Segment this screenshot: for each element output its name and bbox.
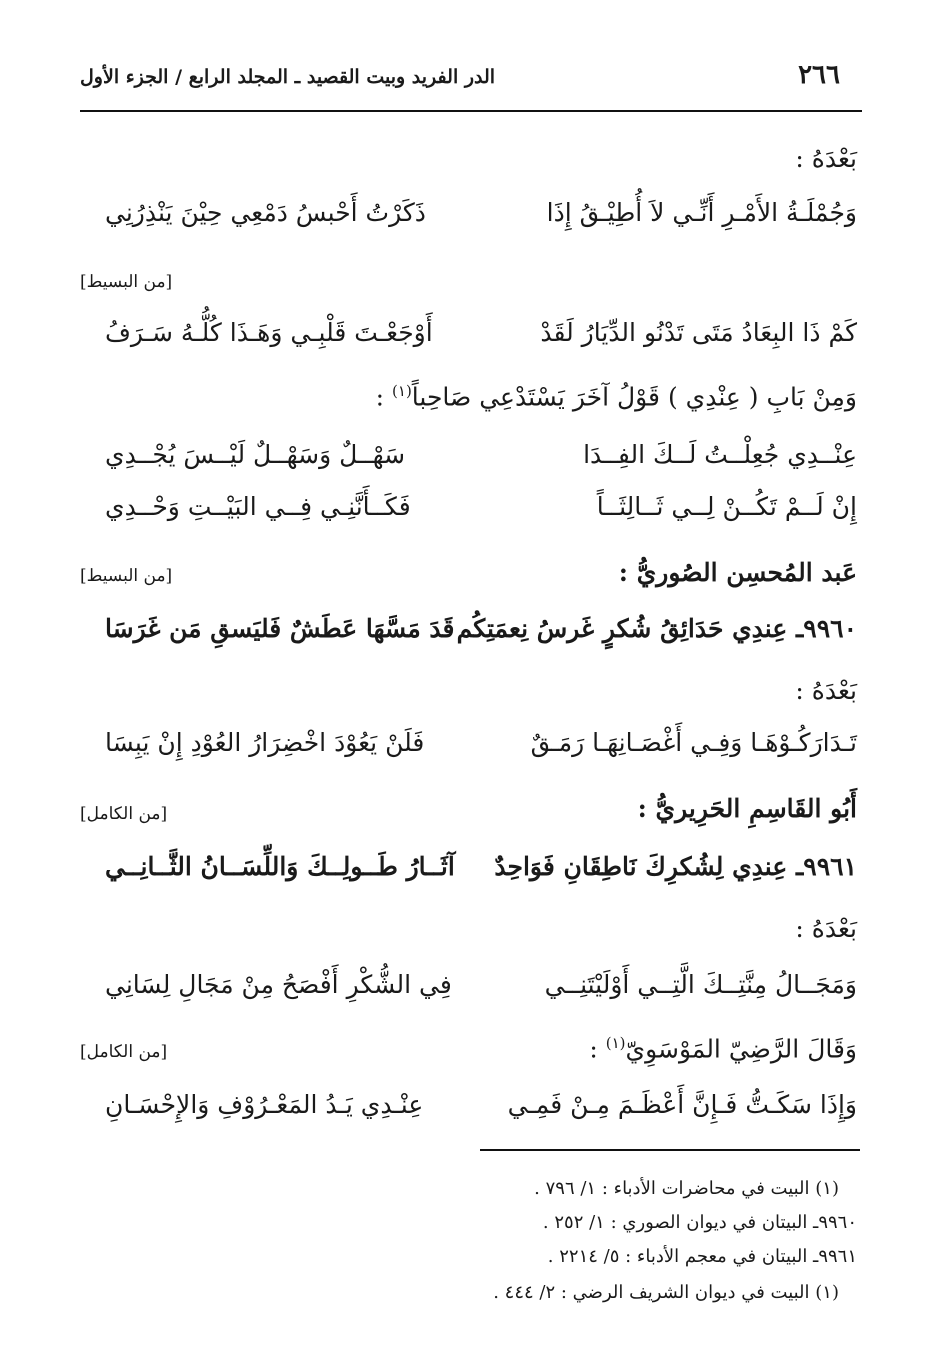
verse: [105, 728, 857, 772]
intro-text: وَمِنْ بَابِ ( عِنْدِي ) قَوْلُ آخَرَ يَسْتَدْعِي صَاحِباً: [411, 382, 857, 412]
verse-first-hemistich: عِنْــدِي جُعِلْــتُ لَــكَ الفِــدَا: [583, 440, 857, 469]
verse-second-hemistich: فَكَــأَنَّنِـي فِــي البَيْــتِ وَحْــدِي: [105, 492, 411, 521]
verse-first-hemistich: وَإِذَا سَكَـتُّ فَـإِنَّ أَعْظَـمَ مِـنْ فَمِـي: [507, 1090, 857, 1119]
numbered-verse: [105, 852, 857, 896]
meter-label: [من الكامل]: [80, 804, 168, 824]
meter-label: [من البسيط]: [80, 272, 173, 292]
poet-name: عَبد المُحسِن الصُوريُّ :: [618, 558, 857, 587]
intro-line: بَعْدَهُ :: [795, 914, 857, 943]
verse-second-hemistich: سَهْــلٌ وَسَهْــلٌ لَيْــسَ يُجْــدِي: [105, 440, 406, 469]
numbered-verse: [105, 614, 857, 658]
verse: [105, 440, 857, 484]
verse-second-hemistich: آثَــارُ طَــولِــكَ وَاللِّسَــانُ الثَّــانِــي: [105, 852, 455, 881]
header-divider: [80, 110, 862, 112]
verse: [105, 318, 857, 362]
verse-second-hemistich: فَلَنْ يَعُوْدَ اخْضِرَارُ العُوْدِ إِنْ يَبِسَا: [105, 728, 425, 757]
verse: [105, 1090, 857, 1134]
verse-second-hemistich: ذَكَرْتُ أَحْبسُ دَمْعِي حِيْنَ يَنْذِرُنِي: [105, 198, 426, 227]
verse: [105, 492, 857, 536]
verse-first-hemistich: تَـدَارَكُـوْهَـا وَفِـي أَغْصَـانِهَـا رَمَـقٌ: [530, 728, 857, 757]
verse-first-hemistich: كَمْ ذَا البِعَادُ مَتَى تَدْنُو الدِّيَارُ لَقَدْ: [540, 318, 857, 347]
verse-first-hemistich: إِنْ لَــمْ تَكُــنْ لِــي ثَــالِثَــاً: [596, 492, 857, 521]
footnote: (١) البيت في ديوان الشريف الرضي : ٢/ ٤٤٤ .: [493, 1282, 839, 1303]
meter-label: [من البسيط]: [80, 566, 173, 586]
intro-line: بَعْدَهُ :: [795, 144, 857, 173]
verse-first-hemistich: وَجُمْلَـةُ الأَمْـرِ أَنِّـي لاَ أُطِيْـقُ إِذَا: [546, 198, 857, 227]
intro-line: [376, 382, 857, 411]
footnote: ٩٩٦١ـ البيتان في معجم الأدباء : ٥/ ٢٢١٤ .: [547, 1246, 857, 1267]
intro-line: بَعْدَهُ :: [795, 676, 857, 705]
footnote-marker: (١): [392, 382, 412, 400]
verse-second-hemistich: قَدَ مَسَّهَا عَطَشٌ فَليَسقِ مَن غَرَسَا: [105, 614, 455, 643]
footnote-divider: [480, 1149, 860, 1151]
running-header: الدر الفريد وبيت القصيد ـ المجلد الرابع / الجزء الأول: [80, 66, 496, 88]
verse-first-hemistich: وَمَجَــالُ مِنَّتِــكَ الَّتِــي أَوْلَيْتَنِــي: [544, 970, 857, 999]
footnote: (١) البيت في محاضرات الأدباء : ١/ ٧٩٦ .: [534, 1178, 839, 1199]
poet-intro-text: وَقَالَ الرَّضِيّ المَوْسَوِيّ: [625, 1034, 857, 1064]
verse: [105, 970, 857, 1014]
verse-first-hemistich: ٩٩٦٠ـ عِندِي حَدَائِقُ شُكرٍ غَرسُ نِعمَتِكُم: [456, 614, 857, 643]
verse-second-hemistich: فِي الشُّكْرِ أَفْصَحُ مِنْ مَجَالِ لِسَانِي: [105, 970, 452, 999]
intro-tail: :: [375, 382, 393, 412]
verse: [105, 198, 857, 242]
verse-second-hemistich: أَوْجَعْـتَ قَلْبِـي وَهَـذَا كُلُّـهُ سَـرَفُ: [105, 318, 433, 347]
verse-first-hemistich: ٩٩٦١ـ عِندِي لِشُكرِكَ نَاطِقَانِ فَوَاحِدٌ: [494, 852, 857, 881]
footnote-marker: (١): [605, 1034, 626, 1052]
meter-label: [من الكامل]: [80, 1042, 168, 1062]
poet-name: أَبُو القَاسِمِ الحَرِيريُّ :: [637, 794, 857, 823]
verse-second-hemistich: عِنْـدِي يَـدُ المَعْـرُوْفِ وَالإِحْسَـانِ: [105, 1090, 424, 1119]
footnote: ٩٩٦٠ـ البيتان في ديوان الصوري : ١/ ٢٥٢ .: [542, 1212, 857, 1233]
page-number: ٢٦٦: [798, 60, 840, 90]
poet-intro-line: [589, 1034, 857, 1063]
intro-tail: :: [589, 1034, 606, 1064]
